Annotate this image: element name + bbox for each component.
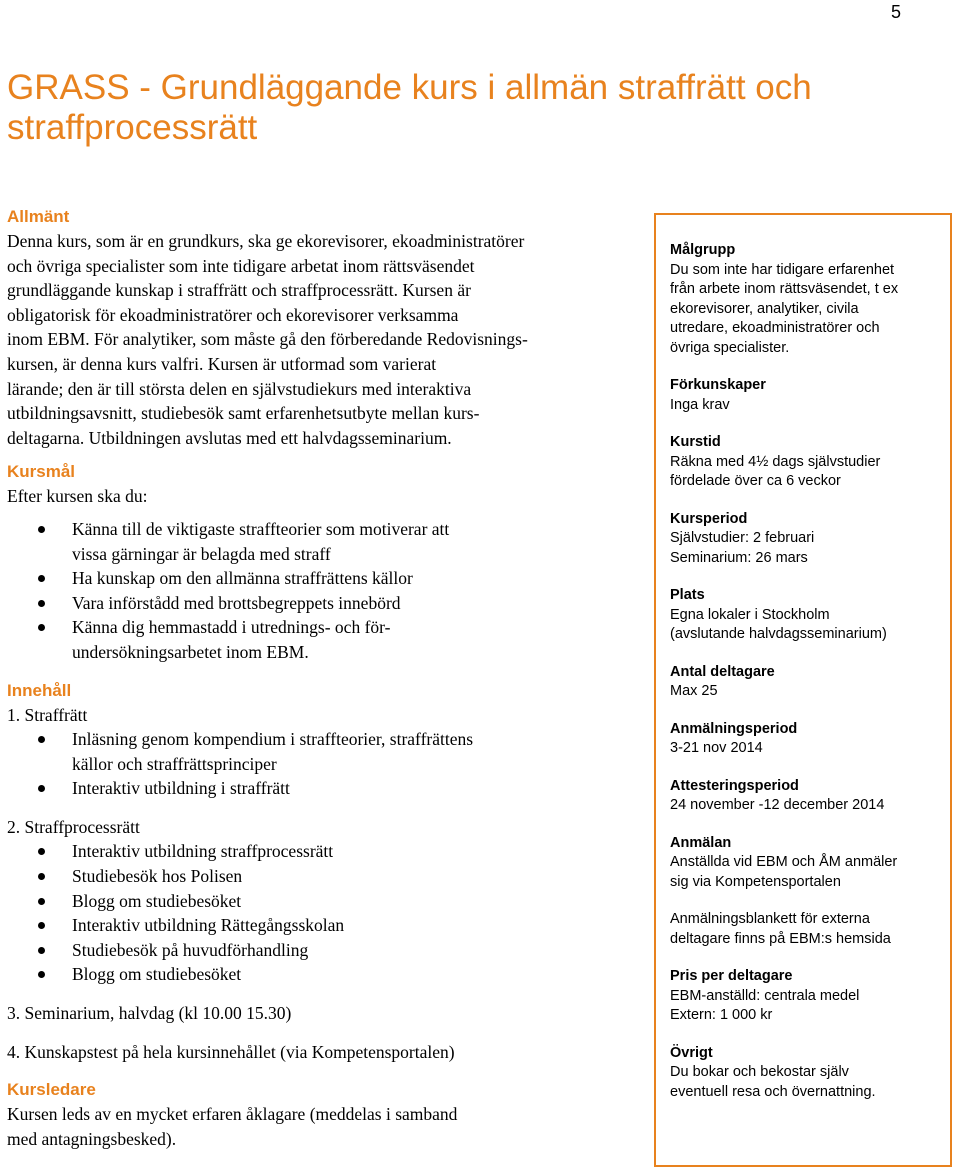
- info-value: Självstudier: 2 februari Seminarium: 26 mars: [670, 530, 815, 566]
- bullet-icon: [38, 785, 45, 792]
- section-1-list: [7, 727, 627, 801]
- info-label: Anmälan: [670, 834, 732, 851]
- page-title: GRASS - Grundläggande kurs i allmän straffrätt och straffprocessrätt: [7, 68, 812, 147]
- bullet-icon: [38, 575, 45, 582]
- bullet-icon: [38, 971, 45, 978]
- allmant-heading: Allmänt: [7, 207, 70, 226]
- info-value: Anställda vid EBM och ÅM anmäler sig via Kompetensportalen: [670, 854, 898, 890]
- info-anmalan: [670, 834, 940, 893]
- list-item: Ha kunskap om den allmänna straffrättens källor: [7, 566, 627, 591]
- innehall-heading: Innehåll: [7, 680, 72, 700]
- info-label: Övrigt: [670, 1044, 713, 1061]
- info-anmalningsperiod: [670, 720, 940, 759]
- info-value: Räkna med 4½ dags självstudier fördelade över ca 6 veckor: [670, 453, 881, 489]
- list-item: Studiebesök på huvudförhandling: [7, 938, 627, 963]
- bullet-icon: [38, 898, 45, 905]
- bullet-icon: [38, 947, 45, 954]
- list-item: Inläsning genom kompendium i straffteorier, straffrättens källor och straffrättsprinciper: [7, 727, 627, 776]
- main-content: [7, 205, 627, 1151]
- section-1-title: 1. Straffrätt: [7, 704, 88, 725]
- list-item: Känna till de viktigaste straffteorier som motiverar att vissa gärningar är belagda med straff: [7, 517, 627, 566]
- info-antal: [670, 663, 940, 702]
- info-value: Inga krav: [670, 396, 730, 413]
- bullet-icon: [38, 736, 45, 743]
- info-label: Attesteringsperiod: [670, 777, 799, 794]
- info-label: Anmälningsperiod: [670, 720, 798, 737]
- bullet-icon: [38, 873, 45, 880]
- bullet-icon: [38, 922, 45, 929]
- section-2-title: 2. Straffprocessrätt: [7, 816, 140, 837]
- list-item: Interaktiv utbildning i straffrätt: [7, 776, 627, 801]
- info-value: Egna lokaler i Stockholm (avslutande halvdagsseminarium): [670, 606, 887, 642]
- info-label: Målgrupp: [670, 242, 736, 258]
- list-item: Blogg om studiebesöket: [7, 889, 627, 914]
- info-label: Kursperiod: [670, 510, 748, 527]
- info-anmalningsblankett: [670, 910, 940, 949]
- info-ovrigt: [670, 1044, 940, 1103]
- info-value: 24 november -12 december 2014: [670, 797, 885, 813]
- info-value: Max 25: [670, 683, 718, 699]
- info-label: Förkunskaper: [670, 377, 766, 393]
- page-number: 5: [890, 2, 901, 22]
- info-plats: [670, 586, 940, 645]
- bullet-icon: [38, 624, 45, 631]
- info-label: Plats: [670, 587, 705, 603]
- info-label: Antal deltagare: [670, 663, 775, 680]
- info-pris: [670, 967, 940, 1026]
- info-kursperiod: [670, 510, 940, 569]
- list-item: Känna dig hemmastadd i utrednings- och för- undersökningsarbetet inom EBM.: [7, 615, 627, 664]
- info-label: Pris per deltagare: [670, 968, 793, 984]
- list-item: Blogg om studiebesöket: [7, 962, 627, 987]
- bullet-icon: [38, 526, 45, 533]
- kursledare-text: Kursen leds av en mycket erfaren åklagare (meddelas i samband med antagningsbesked).: [7, 1104, 458, 1149]
- section-4-title: 4. Kunskapstest på hela kursinnehållet (via Kompetensportalen): [7, 1041, 455, 1062]
- course-info-box: [654, 213, 952, 1167]
- info-attesteringsperiod: [670, 777, 940, 816]
- info-value: 3-21 nov 2014: [670, 740, 763, 756]
- bullet-icon: [38, 600, 45, 607]
- info-label: Kurstid: [670, 434, 721, 450]
- list-item: Vara införstådd med brottsbegreppets innebörd: [7, 591, 627, 616]
- info-kurstid: [670, 433, 940, 492]
- list-item: Interaktiv utbildning Rättegångsskolan: [7, 913, 627, 938]
- info-value: EBM-anställd: centrala medel Extern: 1 000 kr: [670, 987, 860, 1023]
- allmant-text: Denna kurs, som är en grundkurs, ska ge ekorevisorer, ekoadministratörer och övriga specialister som inte tidigare arbetat inom rättsväsendet grundläggande kunskap i straffrätt och straffprocessrätt. Kursen är obligatorisk för ekoadministratörer och ekorevisorer verksamma inom EBM. För analytiker, som måste gå den förberedande Redovisnings- kursen, är denna kurs valfri. Kursen är utformad som varierat lärande; den är till största delen en självstudiekurs med interaktiva utbildningsavsnitt, studiebesök samt erfarenhetsutbyte mellan kurs- deltagarna. Utbildningen avslutas med ett halvdagsseminarium.: [7, 231, 528, 448]
- info-malgrupp: [670, 241, 940, 358]
- info-value: Anmälningsblankett för externa deltagare finns på EBM:s hemsida: [670, 911, 891, 947]
- kursmal-list: [7, 517, 627, 665]
- list-item: Interaktiv utbildning straffprocessrätt: [7, 839, 627, 864]
- kursmal-heading: Kursmål: [7, 462, 76, 482]
- section-3-title: 3. Seminarium, halvdag (kl 10.00 15.30): [7, 1003, 292, 1024]
- info-value: Du som inte har tidigare erfarenhet från arbete inom rättsväsendet, t ex ekorevisorer, analytiker, civila utredare, ekoadministratörer och övriga specialister.: [670, 261, 899, 356]
- info-forkunskaper: [670, 376, 940, 415]
- info-value: Du bokar och bekostar själv eventuell resa och övernattning.: [670, 1064, 876, 1100]
- list-item: Studiebesök hos Polisen: [7, 864, 627, 889]
- bullet-icon: [38, 848, 45, 855]
- section-2-list: [7, 839, 627, 987]
- kursmal-intro: Efter kursen ska du:: [7, 486, 148, 507]
- kursledare-heading: Kursledare: [7, 1080, 96, 1100]
